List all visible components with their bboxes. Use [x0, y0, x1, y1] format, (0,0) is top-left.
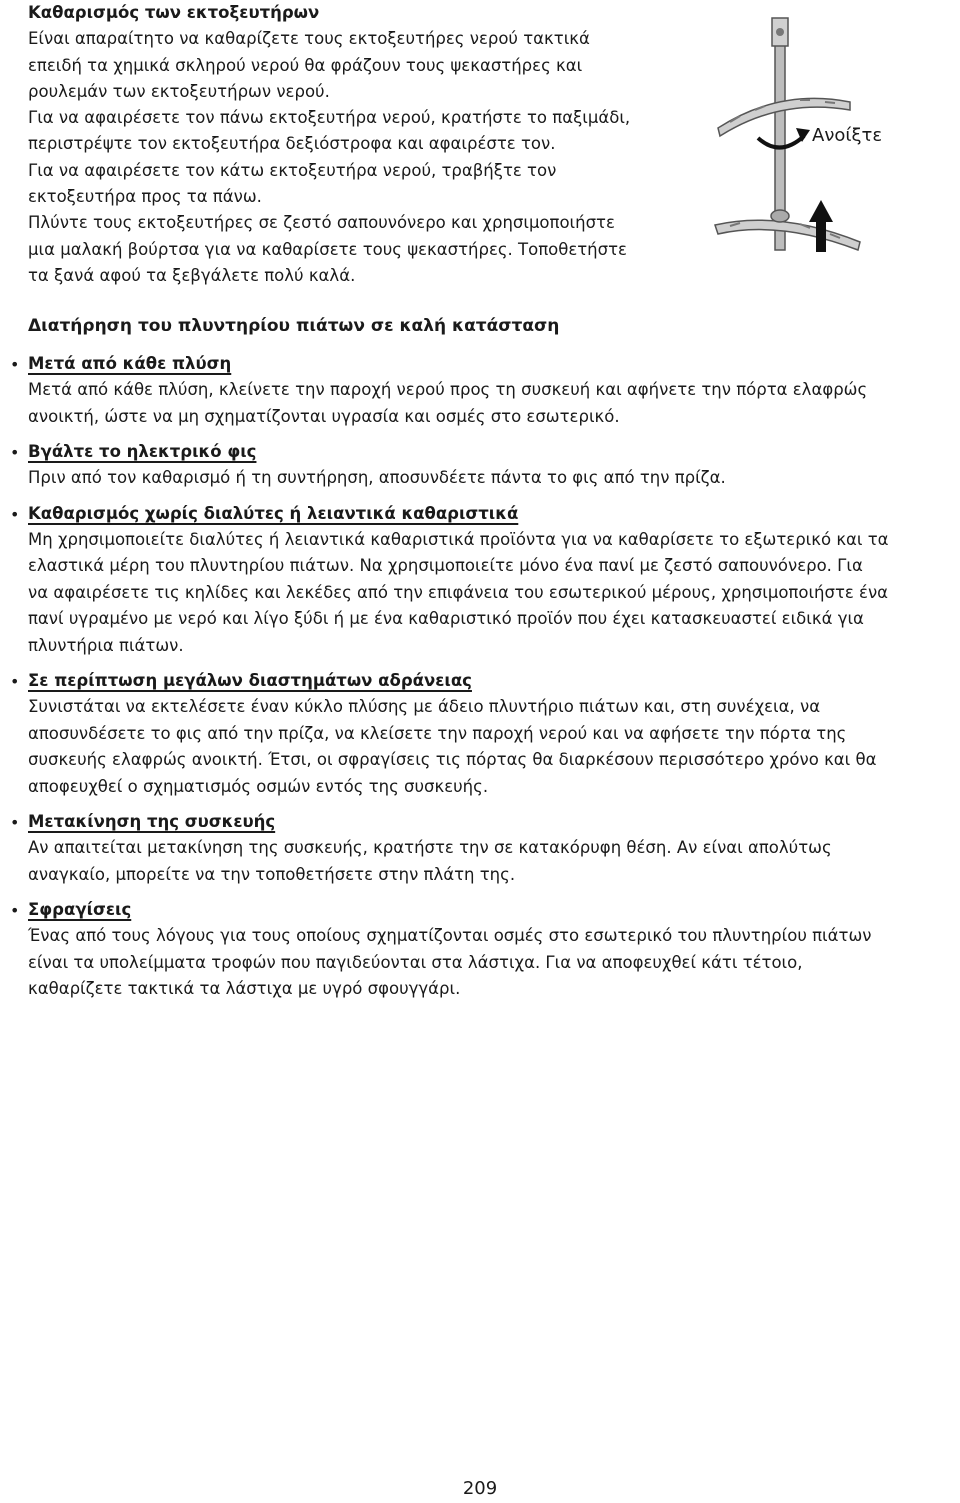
- text-line: συσκευής ελαφρώς ανοικτή. Έτσι, οι σφραγίσεις τις πόρτας θα διαρκέσουν περισσότερο χρόνο και θα: [28, 750, 877, 769]
- text-line: Ένας από τους λόγους για τους οποίους σχηματίζονται οσμές στο εσωτερικό του πλυντηρίου πιάτων: [28, 926, 872, 945]
- text-line: Μη χρησιμοποιείτε διαλύτες ή λειαντικά καθαριστικά προϊόντα για να καθαρίσετε το εξωτερικό και τα: [28, 529, 889, 549]
- spray-arm-cleaning-title: Καθαρισμός των εκτοξευτήρων: [28, 3, 320, 22]
- item-body: [28, 923, 960, 1003]
- item-title: Σε περίπτωση μεγάλων διαστημάτων αδράνειας: [28, 671, 472, 690]
- text-line: πανί υγραμένο με νερό και λίγο ξύδι ή με ένα καθαριστικό προϊόν που έχει κατασκευαστεί ειδικά για: [28, 609, 864, 628]
- text-line: ρουλεμάν των εκτοξευτήρων νερού.: [28, 81, 330, 101]
- item-title: Μετά από κάθε πλύση: [28, 354, 232, 373]
- text-line: ανοικτή, ώστε να μη σχηματίζονται υγρασία και οσμές στο εσωτερικό.: [28, 406, 620, 426]
- text-line: να αφαιρέσετε τις κηλίδες και λεκέδες από την επιφάνεια του εσωτερικού μέρους, χρησιμοποιήστε ένα: [28, 582, 889, 602]
- page-number: 209: [462, 1478, 498, 1499]
- spray-arm-cleaning-section: [0, 0, 960, 300]
- text-line: Για να αφαιρέσετε τον πάνω εκτοξευτήρα νερού, κρατήστε το παξιμάδι,: [28, 108, 631, 128]
- open-label: Ανοίξτε: [812, 125, 883, 146]
- text-line: μια μαλακή βούρτσα για να καθαρίσετε τους ψεκαστήρες. Τοποθετήστε: [28, 239, 627, 259]
- text-line: πλυντήρια πιάτων.: [28, 635, 184, 655]
- text-line: καθαρίζετε τακτικά τα λάστιχα με υγρό σφουγγάρι.: [28, 979, 461, 998]
- text-line: Αν απαιτείται μετακίνηση της συσκευής, κρατήστε την σε κατακόρυφη θέση. Αν είναι απολύτως: [28, 838, 832, 857]
- spray-arm-cleaning-text: [28, 0, 688, 289]
- bullet: •: [10, 355, 20, 374]
- text-line: Πλύντε τους εκτοξευτήρες σε ζεστό σαπουνόνερο και χρησιμοποιήστε: [28, 213, 615, 233]
- bullet: •: [10, 672, 20, 691]
- text-line: Συνιστάται να εκτελέσετε έναν κύκλο πλύσης με άδειο πλυντήριο πιάτων και, στη συνέχεια, να: [28, 697, 821, 716]
- text-line: Για να αφαιρέσετε τον κάτω εκτοξευτήρα νερού, τραβήξτε τον: [28, 160, 557, 180]
- maintenance-section-title: Διατήρηση του πλυντηρίου πιάτων σε καλή κατάσταση: [28, 316, 560, 336]
- text-line: Μετά από κάθε πλύση, κλείνετε την παροχή νερού προς τη συσκευή και αφήνετε την πόρτα ελαφρώς: [28, 380, 868, 399]
- text-line: τα ξανά αφού τα ξεβγάλετε πολύ καλά.: [28, 265, 356, 285]
- item-body: [28, 527, 960, 660]
- list-item: [10, 667, 960, 800]
- bullet: •: [10, 901, 20, 920]
- text-line: Πριν από τον καθαρισμό ή τη συντήρηση, αποσυνδέετε πάντα το φις από την πρίζα.: [28, 468, 726, 487]
- item-title: Μετακίνηση της συσκευής: [28, 812, 276, 831]
- text-line: είναι τα υπολείμματα τροφών που παγιδεύονται στα λάστιχα. Για να αποφευχθεί κάτι τέτοιο,: [28, 952, 803, 972]
- up-arrow-icon: [809, 200, 833, 252]
- text-line: αποφευχθεί ο σχηματισμός οσμών εντός της συσκευής.: [28, 776, 489, 796]
- text-line: επειδή τα χημικά σκληρού νερού θα φράζουν τους ψεκαστήρες και: [28, 55, 583, 75]
- text-line: εκτοξευτήρα προς τα πάνω.: [28, 187, 262, 207]
- list-item: [10, 500, 960, 660]
- item-body: [28, 465, 960, 492]
- bullet: •: [10, 443, 20, 462]
- text-line: αποσυνδέσετε το φις από την πρίζα, να κλείσετε την παροχή νερού και να αφήσετε την πόρτα της: [28, 723, 847, 743]
- item-title: Σφραγίσεις: [28, 900, 132, 919]
- text-line: αναγκαίο, μπορείτε να την τοποθετήσετε στην πλάτη της.: [28, 864, 516, 884]
- bullet: •: [10, 504, 20, 524]
- list-item: [10, 896, 960, 1003]
- text-line: περιστρέψτε τον εκτοξευτήρα δεξιόστροφα και αφαιρέστε τον.: [28, 134, 556, 154]
- item-body: [28, 377, 960, 430]
- list-item: [10, 808, 960, 888]
- maintenance-list: [10, 350, 960, 1011]
- bullet: •: [10, 813, 20, 832]
- item-body: [28, 835, 960, 888]
- item-title: Βγάλτε το ηλεκτρικό φις: [28, 442, 257, 461]
- text-line: Είναι απαραίτητο να καθαρίζετε τους εκτοξευτήρες νερού τακτικά: [28, 29, 590, 49]
- text-line: ελαστικά μέρη του πλυντηρίου πιάτων. Να χρησιμοποιείτε μόνο ένα πανί με ζεστό σαπουνόνερο. Για: [28, 556, 863, 575]
- list-item: [10, 438, 960, 492]
- item-title: Καθαρισμός χωρίς διαλύτες ή λειαντικά καθαριστικά: [28, 503, 519, 523]
- list-item: [10, 350, 960, 430]
- item-body: [28, 694, 960, 800]
